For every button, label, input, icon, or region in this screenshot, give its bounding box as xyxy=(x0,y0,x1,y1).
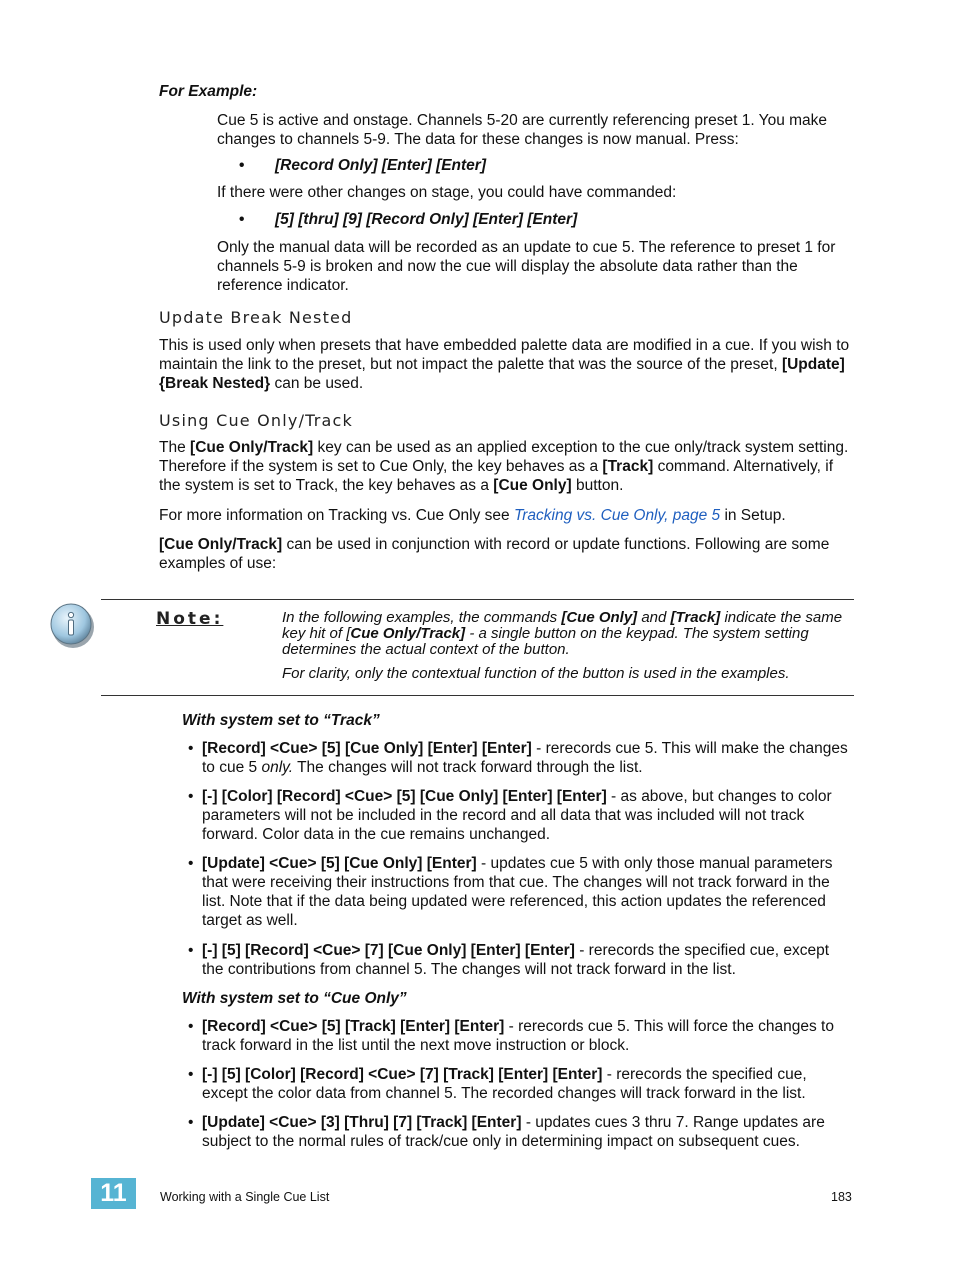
text-fragment: command. Alternatively, if the system is set to Track, the key behaves as a xyxy=(159,458,834,494)
key-track: [Track] xyxy=(670,609,721,626)
list-item: • [-] [Color] [Record] <Cue> [5] [Cue Only] [Enter] [Enter] - as above, but changes to color parameters will not be included in the record and all data that was included will not track forward. Color data in the cue remains unchanged. xyxy=(188,788,832,843)
text-fragment: The xyxy=(159,439,186,456)
chapter-number-badge: 11 xyxy=(91,1178,136,1209)
example-command-1: • [Record Only] [Enter] [Enter] xyxy=(239,157,486,174)
example-command-2: • [5] [thru] [9] [Record Only] [Enter] [Enter] xyxy=(239,211,578,228)
cue-only-track-paragraph-1 xyxy=(159,438,854,495)
list-item: • [Record] <Cue> [5] [Cue Only] [Enter] [Enter] - rerecords cue 5. This will make the changes to cue 5 only. The changes will not track forward through the list. xyxy=(188,740,848,776)
key-cue-only-track: [Cue Only/Track] xyxy=(190,439,314,456)
note-top-rule xyxy=(101,599,854,600)
section-heading-cue-only-track: Using Cue Only/Track xyxy=(159,411,354,430)
key-cue-only-track: [Cue Only/Track] xyxy=(159,536,283,553)
item-text: - rerecords cue 5. This will force the changes to track forward in the list until the next move instruction or block. xyxy=(202,1018,834,1054)
command-bold: [Update] <Cue> [5] [Cue Only] [Enter] xyxy=(202,855,477,872)
command-bold: [Update] {Break Nested} xyxy=(159,356,845,392)
text-fragment: button. xyxy=(575,477,624,494)
item-text: - rerecords the specified cue, except the contributions from channel 5. The changes will not track forward in the list. xyxy=(202,942,830,978)
example-heading: For Example: xyxy=(159,83,258,100)
key-track: [Track] xyxy=(602,458,654,475)
text-fragment: can be used in conjunction with record or update functions. Following are some examples of use: xyxy=(159,536,830,572)
item-tail: The changes will not track forward through the list. xyxy=(297,759,643,776)
section-heading-update-break-nested: Update Break Nested xyxy=(159,308,353,327)
example-paragraph-1: Cue 5 is active and onstage. Channels 5-20 are currently referencing preset 1. You make changes to channels 5-9. The data for these changes is now manual. Press: xyxy=(217,112,828,148)
command-bold: [Update] <Cue> [3] [Thru] [7] [Track] [Enter] xyxy=(202,1114,522,1131)
footer-chapter-title: Working with a Single Cue List xyxy=(160,1190,330,1204)
command-bold: [-] [5] [Record] <Cue> [7] [Cue Only] [Enter] [Enter] xyxy=(202,942,575,959)
command-bold: [Record] <Cue> [5] [Track] [Enter] [Enter] xyxy=(202,1018,505,1035)
cue-only-track-paragraph-3 xyxy=(159,535,854,573)
list-item: • [Update] <Cue> [5] [Cue Only] [Enter] - updates cue 5 with only those manual parameters that were receiving their instructions from that cue. The changes will not track forward in the list. Note that if the data being updated were referenced, this action updates the referenced target as well. xyxy=(188,855,833,929)
text-fragment: indicate the same key hit of [ xyxy=(282,609,843,642)
text-fragment: - a single button on the keypad. The system setting determines the actual context of the button. xyxy=(282,625,809,658)
key-cue-only-track: Cue Only/Track] xyxy=(350,625,466,642)
item-text: - rerecords cue 5. This will make the changes to cue 5 xyxy=(202,740,848,776)
example-paragraph-2: If there were other changes on stage, you could have commanded: xyxy=(217,184,677,201)
text-fragment: and xyxy=(641,609,667,626)
update-break-nested-paragraph xyxy=(159,336,854,393)
command-bold: [-] [Color] [Record] <Cue> [5] [Cue Only] [Enter] [Enter] xyxy=(202,788,607,805)
item-text: - as above, but changes to color parameters will not be included in the record and all data that was included will not track forward. Color data in the cue remains unchanged. xyxy=(202,788,832,843)
note-bottom-rule xyxy=(101,695,854,696)
command-text: [Record Only] [Enter] [Enter] xyxy=(275,157,486,174)
text-fragment: key can be used as an applied exception to the cue only/track system setting. Therefore if the system is set to Cue Only, the key behaves as a xyxy=(159,439,849,475)
example-paragraph-3: Only the manual data will be recorded as an update to cue 5. The reference to preset 1 for channels 5-9 is broken and now the cue will display the absolute data rather than the reference indicator. xyxy=(217,239,836,294)
paragraph-tail: can be used. xyxy=(274,375,364,392)
item-text: - updates cues 3 thru 7. Range updates are subject to the normal rules of track/cue only in determining impact on subsequent cues. xyxy=(202,1114,825,1150)
note-text-1 xyxy=(282,610,848,658)
note-label: Note: xyxy=(156,609,224,629)
cue-only-section-heading: With system set to “Cue Only” xyxy=(182,990,407,1007)
info-icon xyxy=(48,602,96,650)
list-item: • [-] [5] [Color] [Record] <Cue> [7] [Track] [Enter] [Enter] - rerecords the specified cue, except the color data from channel 5. The recorded changes will track forward in the list. xyxy=(188,1066,807,1102)
key-cue-only: [Cue Only] xyxy=(561,609,638,626)
list-item: • [Update] <Cue> [3] [Thru] [7] [Track] [Enter] - updates cues 3 thru 7. Range updates are subject to the normal rules of track/cue only in determining impact on subsequent cues. xyxy=(188,1114,825,1150)
cue-only-track-paragraph-2 xyxy=(159,506,854,525)
item-text: - rerecords the specified cue, except the color data from channel 5. The recorded changes will track forward in the list. xyxy=(202,1066,807,1102)
tracking-vs-cue-only-link[interactable]: Tracking vs. Cue Only, page 5 xyxy=(513,507,721,524)
command-bold: [-] [5] [Color] [Record] <Cue> [7] [Track] [Enter] [Enter] xyxy=(202,1066,603,1083)
footer-page-number: 183 xyxy=(831,1190,852,1204)
note-text-2: For clarity, only the contextual function of the button is used in the examples. xyxy=(282,665,790,682)
track-section-heading: With system set to “Track” xyxy=(182,712,380,729)
item-emphasis: only. xyxy=(261,759,294,776)
list-item: • [-] [5] [Record] <Cue> [7] [Cue Only] [Enter] [Enter] - rerecords the specified cue, except the contributions from channel 5. The changes will not track forward in the list. xyxy=(188,942,830,978)
text-fragment: in Setup. xyxy=(724,507,786,524)
paragraph-text: This is used only when presets that have embedded palette data are modified in a cue. If you wish to maintain the link to the preset, but not impact the palette that was the source of the preset, xyxy=(159,337,850,373)
command-bold: [Record] <Cue> [5] [Cue Only] [Enter] [Enter] xyxy=(202,740,532,757)
item-text: - updates cue 5 with only those manual parameters that were receiving their instructions from that cue. The changes will not track forward in the list. Note that if the data being updated were referenced, this action updates the referenced target as well. xyxy=(202,855,833,929)
text-fragment: For more information on Tracking vs. Cue Only see xyxy=(159,507,510,524)
command-text: [5] [thru] [9] [Record Only] [Enter] [Enter] xyxy=(275,211,578,228)
text-fragment: In the following examples, the commands xyxy=(282,609,558,626)
key-cue-only: [Cue Only] xyxy=(493,477,572,494)
list-item: • [Record] <Cue> [5] [Track] [Enter] [Enter] - rerecords cue 5. This will force the changes to track forward in the list until the next move instruction or block. xyxy=(188,1018,834,1054)
